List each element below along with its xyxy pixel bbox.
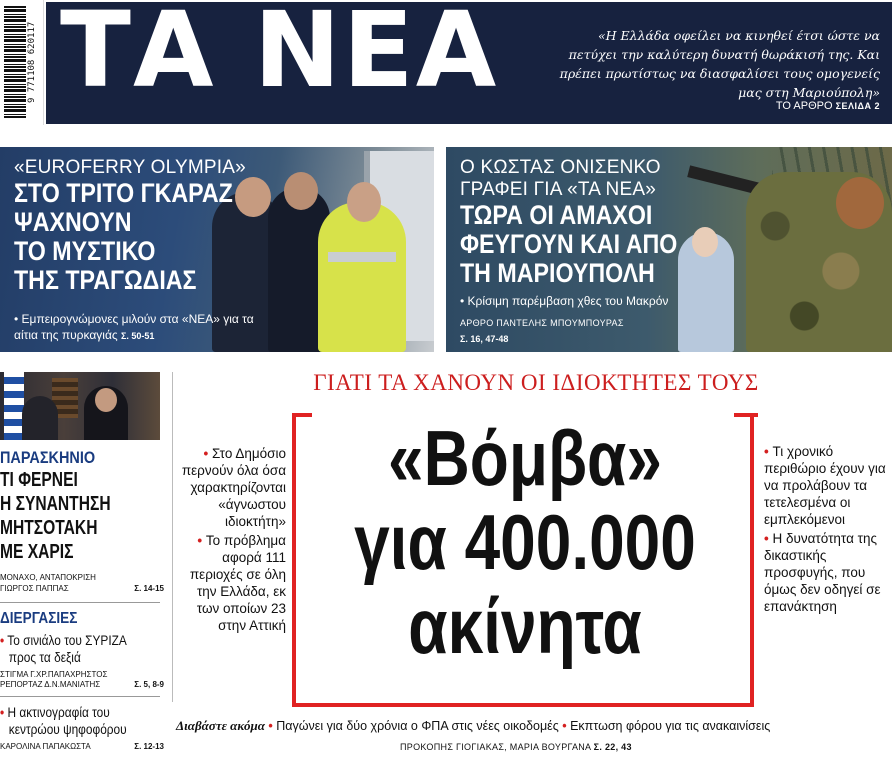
headline-line: ΣΤΟ ΤΡΙΤΟ ΓΚΑΡΑΖ (14, 178, 233, 208)
main-story-headline[interactable] (316, 416, 734, 668)
byline-line: ΡΕΠΟΡΤΑΖ Δ.Ν.ΜΑΝΙΑΤΗΣ (0, 680, 101, 689)
bullet-icon: • (0, 705, 5, 720)
bullet-icon: • (764, 531, 773, 546)
byline-line: ΣΤΙΓΜΑ Γ.ΧΡ.ΠΑΠΑΧΡΗΣΤΟΣ (0, 670, 108, 679)
greek-flag-icon (4, 372, 24, 440)
left-column-headline[interactable] (0, 468, 156, 564)
page-ref: Σ. 22, 43 (593, 742, 632, 752)
kicker-line: Ο ΚΩΣΤΑΣ ΟΝΙΣΕΝΚΟ (460, 157, 661, 178)
masthead-ref-label: ΤΟ ΑΡΘΡΟ (775, 100, 833, 112)
kicker-line: ΓΡΑΦΕΙ ΓΙΑ «ΤΑ ΝΕΑ» (460, 179, 656, 200)
item-text: κεντρώου ψηφοφόρου (8, 722, 127, 737)
left-column-byline-1 (0, 572, 168, 594)
headline-line: ΤΟ ΜΥΣΤΙΚΟ (14, 236, 156, 266)
page-ref: Σ. 14-15 (134, 584, 164, 593)
page-ref: Σ. 12-13 (134, 742, 164, 751)
story-euroferry[interactable] (0, 147, 434, 352)
headline-line: ΜΗΤΣΟΤΑΚΗ (0, 517, 98, 539)
story-euroferry-kicker: «EUROFERRY OLYMPIA» (14, 157, 246, 178)
frame-corner (734, 413, 758, 417)
bullet-icon: • (268, 719, 277, 733)
bullet-item (176, 532, 286, 634)
headline-line: «Βόμβα» (388, 414, 662, 502)
headline-line: ΤΗΣ ΤΡΑΓΩΔΙΑΣ (14, 265, 197, 295)
headline-line: ΦΕΥΓΟΥΝ ΚΑΙ ΑΠΟ (460, 229, 678, 259)
bullet-item (764, 530, 894, 615)
page-ref: Σ. 5, 8-9 (134, 680, 164, 689)
bullet-item (764, 443, 894, 528)
newspaper-logo[interactable]: ΤΑ ΝΕΑ (60, 0, 499, 111)
item-text: Η ακτινογραφία του (7, 705, 110, 720)
story-euroferry-pages: Σ. 50-51 (121, 331, 155, 341)
bullet-text: Τι χρονικό περιθώριο έχουν για να προλάβουν τα τετελεσμένα οι εμπλεκόμενοι (764, 444, 886, 527)
photo-head (284, 172, 318, 210)
left-column-item-xray[interactable] (0, 704, 148, 738)
left-column (0, 364, 168, 764)
rule (0, 696, 160, 697)
headline-line: ΤΗ ΜΑΡΙΟΥΠΟΛΗ (460, 258, 655, 288)
story-mariupol-kicker (460, 157, 713, 201)
read-more-label: Διαβάστε ακόμα (176, 718, 265, 733)
bullet-item (176, 445, 286, 530)
byline-text: ΠΡΟΚΟΠΗΣ ΓΙΟΓΙΑΚΑΣ, ΜΑΡΙΑ ΒΟΥΡΓΑΝΑ (400, 742, 591, 752)
bullet-text: Στο Δημόσιο περνούν όλα όσα χαρακτηρίζονται «άγνωστου ιδιοκτήτη» (181, 446, 286, 529)
masthead-page-ref[interactable] (776, 100, 880, 112)
story-euroferry-sub-text: • Εμπειρογνώμονες μιλούν στα «ΝΕΑ» για τα αίτια της πυρκαγιάς (14, 312, 254, 342)
headline-line: ακίνητα (408, 582, 642, 670)
headline-line: για 400.000 (354, 498, 696, 586)
story-euroferry-headline (14, 179, 233, 295)
photo-head (836, 177, 884, 229)
story-mariupol-sub (460, 293, 740, 347)
story-mariupol[interactable] (446, 147, 892, 352)
photo-worker-figure (318, 202, 406, 352)
bullet-icon: • (0, 633, 5, 648)
bullet-text: Η δυνατότητα της δικαστικής προσφυγής, που όμως δεν οδηγεί σε επανάκτηση (764, 531, 881, 614)
story-mariupol-headline (460, 201, 677, 288)
item-text: προς τα δεξιά (8, 650, 81, 665)
barcode-digits: 9 771108 620117 (27, 21, 37, 103)
photo-head (95, 388, 117, 412)
story-mariupol-text (460, 157, 713, 288)
story-mariupol-pages: Σ. 16, 47-48 (460, 334, 509, 344)
story-mariupol-byline: ΑΡΘΡΟ ΠΑΝΤΕΛΗΣ ΜΠΟΥΜΠΟΥΡΑΣ (460, 318, 624, 328)
photo-person-figure (22, 396, 58, 440)
story-euroferry-text (14, 157, 268, 295)
section-label-processes: ΔΙΕΡΓΑΣΙΕΣ (0, 610, 78, 627)
left-column-item-syriza[interactable] (0, 632, 148, 666)
headline-line: Η ΣΥΝΑΝΤΗΣΗ (0, 493, 111, 515)
left-column-byline-3 (0, 742, 168, 752)
left-column-byline-2 (0, 670, 168, 690)
masthead-ref-page: ΣΕΛΙΔΑ 2 (835, 101, 880, 111)
headline-line: ΤΩΡΑ ΟΙ ΑΜΑΧΟΙ (460, 200, 653, 230)
column-divider (172, 372, 173, 702)
read-more-item-tax[interactable]: Εκπτωση φόρου για τις ανακαινίσεις (570, 719, 771, 733)
main-story-byline (400, 742, 632, 752)
barcode-bars (4, 6, 26, 118)
headline-line: ΨΑΧΝΟΥΝ (14, 207, 132, 237)
bullet-icon: • (197, 533, 206, 548)
masthead-quote: «Η Ελλάδα οφείλει να κινηθεί έτσι ώστε να πετύχει την καλύτερη δυνατή θωράκισή της. Και πρέπει πρωτίστως να διασφαλίσει τους ομογενείς μας στη Μαριούπολη» (559, 28, 880, 100)
story-mariupol-sub-text: • Κρίσιμη παρέμβαση χθες του Μακρόν (460, 294, 669, 308)
rule (0, 602, 160, 603)
main-story-kicker: ΓΙΑΤΙ ΤΑ ΧΑΝΟΥΝ ΟΙ ΙΔΙΟΚΤΗΤΕΣ ΤΟΥΣ (313, 370, 759, 395)
frame-corner (292, 413, 312, 417)
byline-line: ΚΑΡΟΛΙΝΑ ΠΑΠΑΚΩΣΤΑ (0, 742, 91, 751)
bullet-icon: • (562, 719, 571, 733)
bullet-icon: • (203, 446, 212, 461)
photo-head (347, 182, 381, 222)
read-more-strip (176, 718, 892, 734)
story-divider (437, 147, 443, 352)
left-column-photo[interactable] (0, 372, 160, 440)
bullet-icon: • (764, 444, 773, 459)
read-more-item-vat[interactable]: Παγώνει για δύο χρόνια ο ΦΠΑ στις νέες οικοδομές (276, 719, 559, 733)
section-label-backstage: ΠΑΡΑΣΚΗΝΙΟ (0, 448, 96, 467)
story-euroferry-sub (14, 311, 264, 344)
item-text: Το σινιάλο του ΣΥΡΙΖΑ (7, 633, 127, 648)
headline-line: ΜΕ ΧΑΡΙΣ (0, 541, 74, 563)
main-story-left-bullets (176, 445, 286, 636)
byline-line: ΓΙΩΡΓΟΣ ΠΑΠΠΑΣ (0, 584, 69, 593)
headline-line: ΤΙ ΦΕΡΝΕΙ (0, 469, 78, 491)
byline-line: ΜΟΝΑΧΟ, ΑΝΤΑΠΟΚΡΙΣΗ (0, 573, 96, 582)
barcode (0, 0, 44, 125)
bullet-text: Το πρόβλημα αφορά 111 περιοχές σε όλη την Ελλάδα, εκ των οποίων 23 στην Αττική (189, 533, 286, 633)
main-story-right-bullets (764, 443, 894, 617)
masthead (46, 2, 892, 124)
